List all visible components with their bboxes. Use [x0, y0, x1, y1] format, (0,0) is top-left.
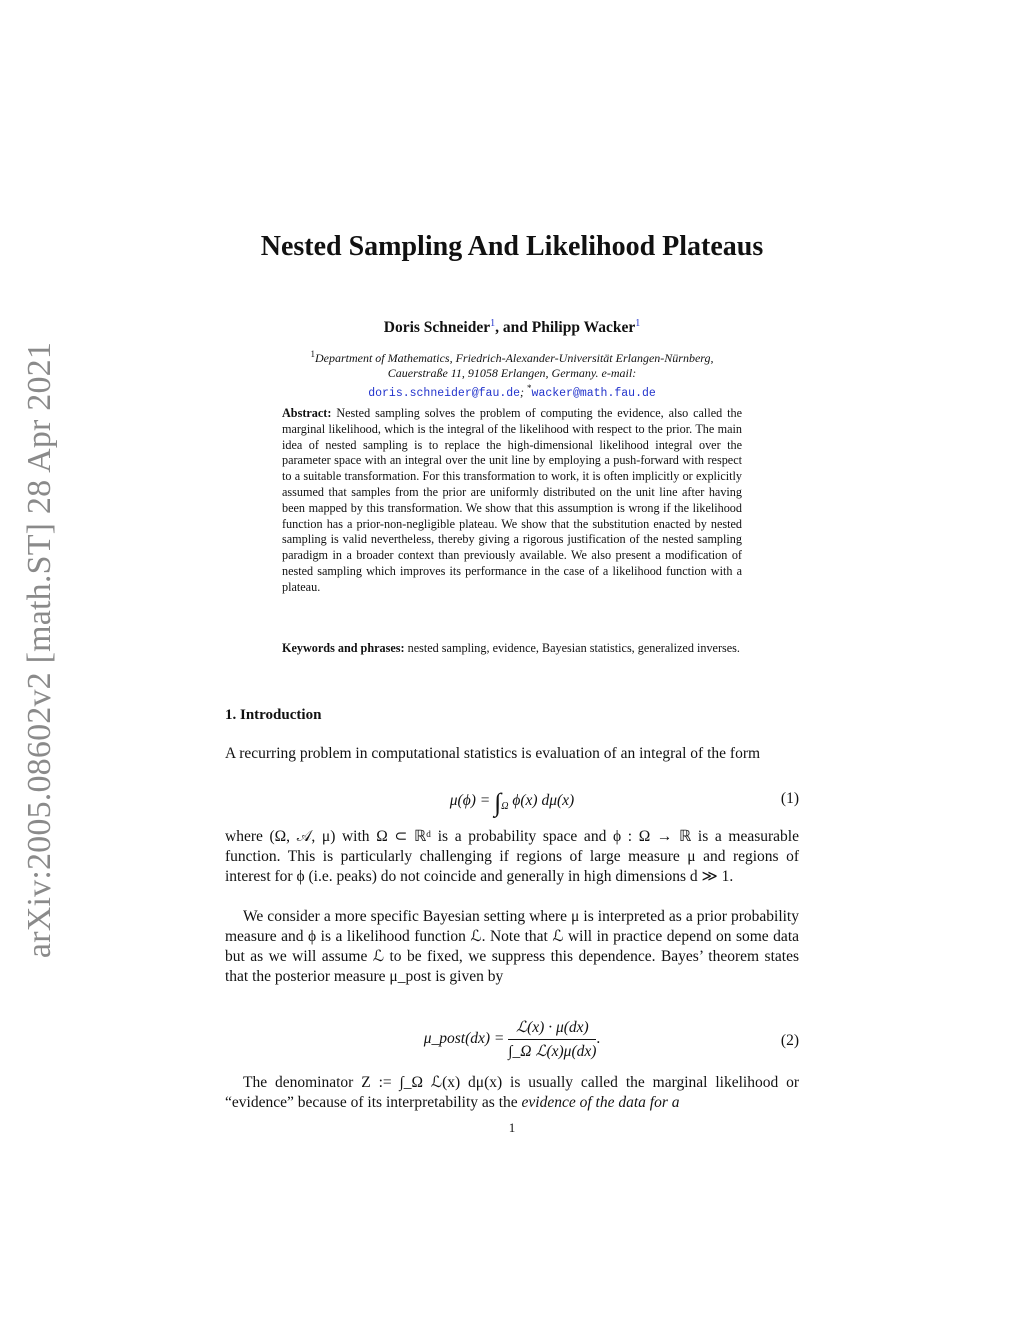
- equation-lhs: μ(ϕ) =: [449, 792, 495, 809]
- author-name: Philipp Wacker: [531, 319, 636, 336]
- affiliation-mark: 1: [310, 349, 315, 359]
- paragraph: We consider a more specific Bayesian setting where μ is interpreted as a prior probability measure and ϕ is a likelihood function ℒ. Note that ℒ will in practice depend on some data but as we will assume ℒ to be fixed, we suppress this dependence. Bayes’ theorem states that the posterior measure μ_post is given by: [225, 908, 799, 985]
- arxiv-identifier: arXiv:2005.08602v2 [math.ST] 28 Apr 2021: [21, 341, 58, 959]
- keywords-text: nested sampling, evidence, Bayesian statistics, generalized inverses.: [407, 641, 740, 655]
- keywords-label: Keywords and phrases:: [282, 641, 405, 655]
- integral-sign: ∫: [494, 788, 502, 817]
- email-separator: ;: [520, 385, 528, 399]
- corresponding-mark: *: [527, 383, 532, 393]
- email-link[interactable]: wacker@math.fau.de: [531, 387, 656, 400]
- paragraph-text: The denominator Z := ∫_Ω ℒ(x) dμ(x) is usually called the marginal likelihood or “evidence” because of its interpretability as the: [225, 1074, 799, 1111]
- paper-title: Nested Sampling And Likelihood Plateaus: [260, 231, 764, 262]
- equation-1: [225, 788, 799, 818]
- fraction-denominator: ∫_Ω ℒ(x)μ(dx): [508, 1043, 597, 1060]
- fraction: [508, 1018, 596, 1061]
- equation-number: (2): [780, 1032, 799, 1049]
- emphasis-text: evidence of the data for a: [521, 1094, 680, 1111]
- abstract-label: Abstract:: [282, 406, 332, 420]
- affiliation-mark[interactable]: 1: [490, 318, 496, 329]
- affiliation-mark[interactable]: 1: [635, 318, 641, 329]
- affiliation-line: Department of Mathematics, Friedrich-Alexander-Universität Erlangen-Nürnberg,: [314, 351, 714, 365]
- affiliation-line: Cauerstraße 11, 91058 Erlangen, Germany. e-mail:: [387, 366, 637, 380]
- equation-rhs: ϕ(x) dμ(x): [508, 792, 575, 809]
- email-link[interactable]: doris.schneider@fau.de: [368, 387, 521, 400]
- paragraph: where (Ω, 𝒜, μ) with Ω ⊂ ℝᵈ is a probability space and ϕ : Ω → ℝ is a measurable function. This is particularly challenging if regions of large measure μ and regions of interest for ϕ (i.e. peaks) do not coincide and generally in high dimensions d ≫ 1.: [225, 828, 799, 885]
- paragraph: [225, 1073, 799, 1113]
- equation-period: .: [596, 1030, 601, 1048]
- integral-domain: Ω: [501, 801, 509, 812]
- author-name: Doris Schneider: [383, 319, 491, 336]
- abstract: [282, 406, 742, 596]
- equation-number: (1): [780, 790, 799, 807]
- affiliation: [200, 347, 824, 401]
- equation-2: [225, 1018, 799, 1068]
- section-heading: 1. Introduction: [225, 707, 322, 723]
- equation-lhs: μ_post(dx) =: [423, 1030, 509, 1048]
- paragraph: A recurring problem in computational statistics is evaluation of an integral of the form: [225, 745, 761, 762]
- abstract-text: Nested sampling solves the problem of computing the evidence, also called the marginal likelihood, which is the integral of the likelihood with respect to the prior. The main idea of nested sampling is to replace the high-dimensional likelihood integral over the parameter space with an integral over the unit line by employing a push-forward with respect to a suitable transformation. For this transformation to work, it is often implicitly or explicitly assumed that samples from the prior are uniformly distributed on the unit line after having been mapped by this transformation. We show that this assumption is wrong if the likelihood function has a prior-non-negligible plateau. We show that the substitution enacted by nested sampling is valid nevertheless, thereby giving a rigorous justification of the nested sampling paradigm in a broader context than previously available. We also present a modification of nested sampling which improves its performance in the case of a likelihood function with a plateau.: [282, 406, 743, 594]
- fraction-numerator: ℒ(x) · μ(dx): [508, 1018, 596, 1040]
- keywords: [282, 641, 742, 657]
- page-number: 1: [508, 1120, 516, 1135]
- author-separator: , and: [495, 319, 532, 336]
- author-list: [200, 318, 824, 337]
